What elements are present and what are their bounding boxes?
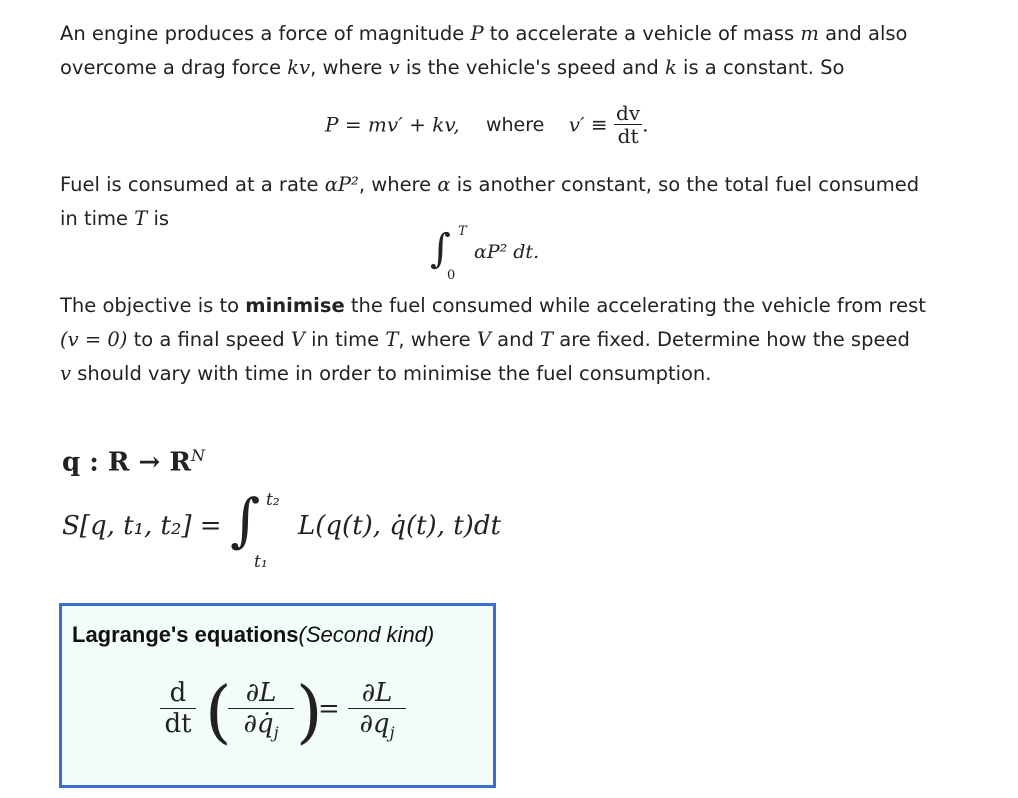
- integral-upper-limit: t₂: [266, 490, 280, 510]
- text: Fuel is consumed at a rate: [60, 173, 325, 196]
- partial-qdot: ∂q̇: [243, 709, 274, 739]
- fraction-numerator: ∂L: [245, 678, 277, 708]
- v-prime-def: v′ ≡: [568, 112, 608, 137]
- subscript-j: j: [389, 723, 395, 743]
- text: are fixed. Determine how the speed: [553, 328, 910, 351]
- text: is: [147, 207, 170, 230]
- symbol-alpha: α: [437, 173, 451, 196]
- subscript-j: j: [273, 723, 279, 743]
- text: is the vehicle's speed and: [399, 56, 665, 79]
- right-paren: ): [296, 673, 323, 752]
- dL-dqdot-fraction: [228, 678, 294, 742]
- integral-upper-limit: T: [458, 224, 467, 239]
- paragraph-line: [60, 323, 940, 357]
- paragraph-objective: [60, 289, 940, 391]
- paragraph-line: [60, 168, 940, 202]
- text: the fuel consumed while accelerating the vehicle from rest: [344, 294, 926, 317]
- text: and also: [818, 22, 908, 45]
- integral-sign: ∫: [230, 486, 261, 554]
- dL-dq-fraction: [348, 678, 406, 742]
- fraction-numerator: d: [169, 678, 187, 708]
- paragraph-engine: [60, 17, 940, 85]
- text: , where: [358, 173, 438, 196]
- text: should vary with time in order to minimise the fuel consumption.: [71, 362, 712, 385]
- symbol-v: v: [388, 56, 400, 79]
- integral-sign: ∫: [430, 226, 451, 272]
- box-title-main: Lagrange's equations: [72, 622, 299, 647]
- text: in time: [304, 328, 386, 351]
- text: An engine produces a force of magnitude: [60, 22, 471, 45]
- paragraph-line: [60, 202, 940, 236]
- rest-condition: (v = 0): [60, 328, 128, 351]
- text: The objective is to: [60, 294, 246, 317]
- where-label: where: [485, 113, 545, 136]
- text: and: [490, 328, 541, 351]
- symbol-k: k: [665, 56, 677, 79]
- equation-lhs: P = mv′ + kv,: [325, 112, 460, 137]
- symbol-V: V: [476, 328, 491, 351]
- text: , where: [310, 56, 389, 79]
- paragraph-line: [60, 289, 940, 323]
- symbol-alpha-p2: αP²: [324, 173, 359, 196]
- symbol-V: V: [290, 328, 305, 351]
- d-dt-fraction: [160, 678, 196, 739]
- text: is a constant. So: [676, 56, 845, 79]
- integral-lower-limit: 0: [447, 268, 456, 283]
- paragraph-line: [60, 51, 940, 85]
- text: overcome a drag force: [60, 56, 288, 79]
- fraction-denominator: [228, 708, 294, 742]
- partial-q: ∂q: [359, 709, 390, 739]
- symbol-kv: kv: [287, 56, 311, 79]
- text: to a final speed: [127, 328, 291, 351]
- symbol-T: T: [134, 207, 148, 230]
- equation-mapping: [62, 446, 205, 478]
- fraction-numerator: dv: [616, 101, 641, 125]
- fraction-denominator: dt: [160, 708, 196, 739]
- fraction-denominator: dt: [617, 124, 639, 148]
- symbol-T: T: [540, 328, 554, 351]
- mapping: : R → R: [80, 447, 191, 478]
- lagrangian-integrand: L(q(t), q̇(t), t)dt: [298, 511, 501, 541]
- paragraph-line: [60, 17, 940, 51]
- text: is another constant, so the total fuel consumed: [450, 173, 920, 196]
- text: in time: [60, 207, 135, 230]
- equation-power: [325, 102, 648, 147]
- box-title-kind: (Second kind): [298, 622, 435, 647]
- left-paren: (: [205, 673, 232, 752]
- paragraph-fuel: [60, 168, 940, 236]
- period: .: [642, 112, 649, 137]
- symbol-q: q: [62, 447, 81, 478]
- paragraph-line: [60, 357, 940, 391]
- symbol-T: T: [385, 328, 399, 351]
- text: , where: [398, 328, 477, 351]
- action-lhs: S[q, t₁, t₂] =: [62, 511, 222, 541]
- text: to accelerate a vehicle of mass: [483, 22, 801, 45]
- fraction-numerator: ∂L: [361, 678, 393, 708]
- equals-sign: =: [318, 694, 340, 724]
- fraction-denominator: [348, 708, 406, 742]
- integral-lower-limit: t₁: [254, 552, 268, 572]
- superscript-N: N: [191, 446, 205, 465]
- symbol-m: m: [800, 22, 819, 45]
- integrand: αP² dt.: [474, 241, 540, 263]
- symbol-P: P: [470, 22, 484, 45]
- symbol-v: v: [60, 362, 72, 385]
- dv-dt-fraction: [614, 102, 642, 147]
- lagrange-equations-box: [59, 603, 496, 788]
- box-title: [72, 622, 434, 648]
- bold-minimise: minimise: [245, 294, 345, 317]
